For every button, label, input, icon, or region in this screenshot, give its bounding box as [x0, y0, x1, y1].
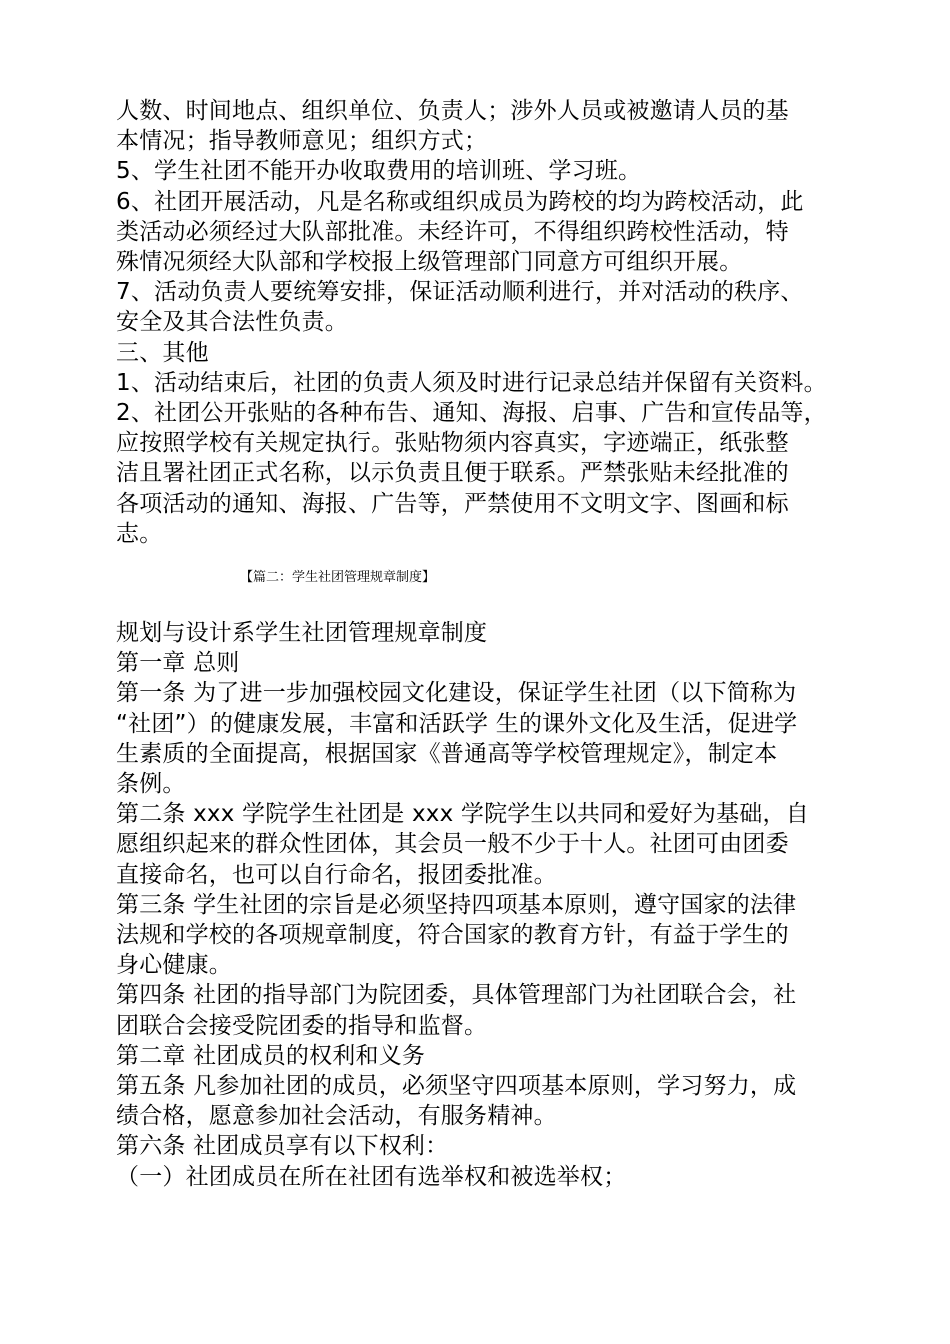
section-caption: 【篇二：学生社团管理规章制度】 — [240, 570, 436, 585]
text-line: 6、社团开展活动，凡是名称或组织成员为跨校的均为跨校活动，此 — [116, 188, 804, 215]
text-line: 本情况；指导教师意见；组织方式； — [116, 128, 488, 155]
text-line: 绩合格，愿意参加社会活动，有服务精神。 — [116, 1103, 557, 1130]
text-line: 第二章 社团成员的权利和义务 — [116, 1042, 426, 1069]
text-line: 生素质的全面提高，根据国家《普通高等学校管理规定》，制定本 — [116, 740, 778, 767]
text-line: 第五条 凡参加社团的成员，必须坚守四项基本原则，学习努力，成 — [116, 1073, 797, 1099]
text-line: “社团”）的健康发展，丰富和活跃学 生的课外文化及生活，促进学 — [116, 710, 798, 737]
text-line: 身心健康。 — [116, 952, 232, 979]
text-line: 团联合会接受院团委的指导和监督。 — [116, 1012, 488, 1039]
text-line: 愿组织起来的群众性团体，其会员一般不少于十人。社团可由团委 — [116, 831, 789, 858]
text-line: 三、其他 — [116, 339, 209, 366]
text-line: 第四条 社团的指导部门为院团委，具体管理部门为社团联合会，社 — [116, 982, 797, 1009]
text-line: 第一条 为了进一步加强校园文化建设，保证学生社团（以下简称为 — [116, 680, 797, 707]
text-line: 7、活动负责人要统筹安排，保证活动顺利进行，并对活动的秩序、 — [116, 279, 804, 306]
text-line: 殊情况须经大队部和学校报上级管理部门同意方可组织开展。 — [116, 249, 743, 275]
text-line: 人数、时间地点、组织单位、负责人；涉外人员或被邀请人员的基 — [116, 98, 789, 124]
text-line: 第二条 xxx 学院学生社团是 xxx 学院学生以共同和爱好为基础，自 — [116, 801, 809, 828]
text-line: 各项活动的通知、海报、广告等，严禁使用不文明文字、图画和标 — [116, 490, 789, 517]
text-line: 类活动必须经过大队部批准。未经许可，不得组织跨校性活动，特 — [116, 218, 789, 245]
text-line: 直接命名，也可以自行命名，报团委批准。 — [116, 861, 557, 888]
text-line: 第六条 社团成员享有以下权利： — [116, 1133, 449, 1160]
text-line: 条例。 — [116, 771, 186, 797]
text-line: 5、学生社团不能开办收取费用的培训班、学习班。 — [116, 158, 642, 185]
text-line: 2、社团公开张贴的各种布告、通知、海报、启事、广告和宣传品等， — [116, 400, 827, 426]
text-line: 洁且署社团正式名称，以示负责且便于联系。严禁张贴未经批准的 — [116, 460, 789, 487]
text-line: 1、活动结束后，社团的负责人须及时进行记录总结并保留有关资料。 — [116, 369, 827, 396]
text-line: （一）社团成员在所在社团有选举权和被选举权； — [116, 1163, 627, 1190]
text-line: 第三条 学生社团的宗旨是必须坚持四项基本原则，遵守国家的法律 — [116, 891, 797, 918]
text-line: 应按照学校有关规定执行。张贴物须内容真实，字迹端正，纸张整 — [116, 430, 789, 457]
text-line: 安全及其合法性负责。 — [116, 309, 348, 336]
text-line: 第一章 总则 — [116, 650, 240, 677]
text-line: 志。 — [116, 520, 163, 547]
text-line: 规划与设计系学生社团管理规章制度 — [116, 620, 488, 646]
text-line: 法规和学校的各项规章制度，符合国家的教育方针，有益于学生的 — [116, 922, 789, 948]
